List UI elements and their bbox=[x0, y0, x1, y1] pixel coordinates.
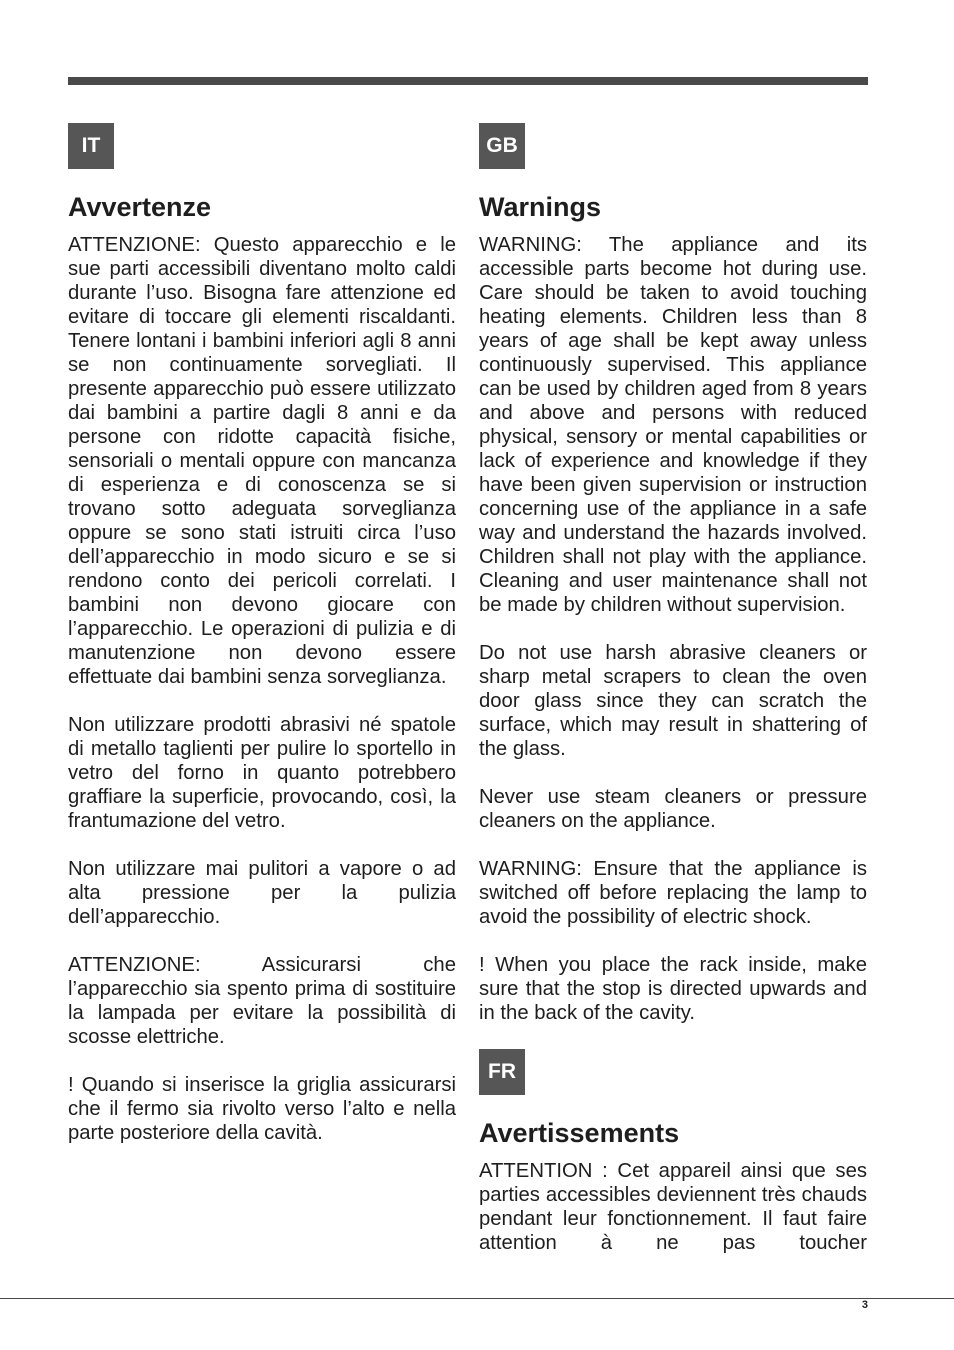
paragraph-it-1: ATTENZIONE: Questo apparecchio e le sue parti accessibili diventano molto caldi durante l’uso. Bisogna fare attenzione ed evitare di toccare gli elementi riscaldanti. Tenere lontani i bambini inferiori agli 8 anni se non continuamente sorvegliati. Il presente apparecchio può essere utilizzato dai bambini a partire dagli 8 anni e da persone con ridotte capacità fisiche, sensoriali o mentali oppure con mancanza di esperienza e di conoscenza se si trovano sotto adeguata sorveglianza oppure se sono stati istruiti circa l’uso dell’apparecchio in modo sicuro e se si rendono conto dei pericoli correlati. I bambini non devono giocare con l’apparecchio. Le operazioni di pulizia e di manutenzione non devono essere effettuate dai bambini senza sorveglianza. bbox=[68, 234, 456, 688]
paragraph-fr-1: ATTENTION : Cet appareil ainsi que ses parties accessibles deviennent très chauds pendant leur fonctionnement. Il faut faire attention à ne pas toucher bbox=[479, 1160, 867, 1254]
french-section bbox=[479, 1049, 867, 1255]
paragraph-gb-1: WARNING: The appliance and its accessible parts become hot during use. Care should be taken to avoid touching heating elements. Children less than 8 years of age shall be kept away unless continuously supervised. This appliance can be used by children aged from 8 years and above and persons with reduced physical, sensory or mental capabilities or lack of experience and knowledge if they have been given supervision or instruction concerning use of the appliance in a safe way and understand the hazards involved. Children shall not play with the appliance. Cleaning and user maintenance shall not be made by children without supervision. bbox=[479, 234, 867, 616]
english-section bbox=[479, 123, 867, 1279]
paragraph-gb-3: Never use steam cleaners or pressure cleaners on the appliance. bbox=[479, 786, 867, 832]
paragraph-it-2: Non utilizzare prodotti abrasivi né spatole di metallo taglienti per pulire lo sportello in vetro del forno in quanto potrebbero graffiare la superficie, provocando, così, la frantumazione del vetro. bbox=[68, 714, 456, 832]
language-badge-fr: FR bbox=[479, 1049, 525, 1095]
paragraph-gb-4: WARNING: Ensure that the appliance is switched off before replacing the lamp to avoid the possibility of electric shock. bbox=[479, 858, 867, 928]
language-badge-gb: GB bbox=[479, 123, 525, 169]
paragraph-gb-5: ! When you place the rack inside, make sure that the stop is directed upwards and in the back of the cavity. bbox=[479, 954, 867, 1024]
footer-rule bbox=[0, 1298, 954, 1299]
section-heading-fr: Avertissements bbox=[479, 1118, 680, 1148]
section-heading-it: Avvertenze bbox=[68, 192, 212, 222]
paragraph-it-5: ! Quando si inserisce la griglia assicurarsi che il fermo sia rivolto verso l’alto e nella parte posteriore della cavità. bbox=[68, 1074, 456, 1144]
paragraph-it-3: Non utilizzare mai pulitori a vapore o ad alta pressione per la pulizia dell’apparecchio. bbox=[68, 858, 456, 928]
page-number: 3 bbox=[861, 1299, 868, 1311]
italian-section bbox=[68, 123, 456, 1169]
top-rule bbox=[68, 77, 868, 85]
paragraph-it-4: ATTENZIONE: Assicurarsi che l’apparecchio sia spento prima di sostituire la lampada per evitare la possibilità di scosse elettriche. bbox=[68, 954, 456, 1048]
section-heading-gb: Warnings bbox=[479, 192, 602, 222]
paragraph-gb-2: Do not use harsh abrasive cleaners or sharp metal scrapers to clean the oven door glass since they can scratch the surface, which may result in shattering of the glass. bbox=[479, 642, 867, 760]
language-badge-it: IT bbox=[68, 123, 114, 169]
